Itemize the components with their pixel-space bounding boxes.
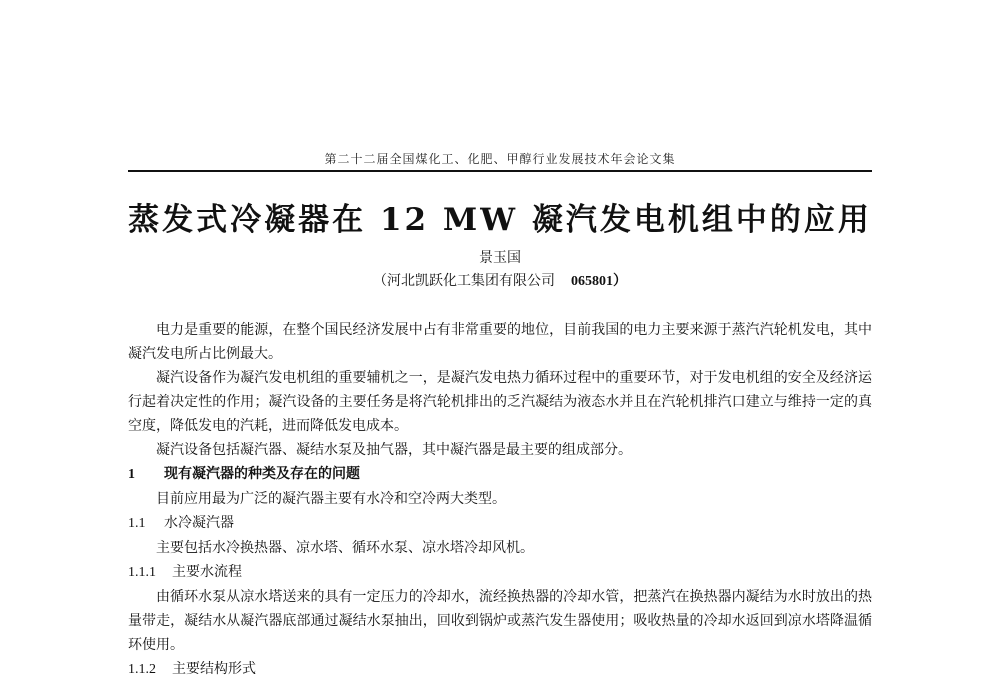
section-1-1-2-heading xyxy=(128,657,872,682)
paragraph-condenser-components: 凝汽设备包括凝汽器、凝结水泵及抽气器，其中凝汽器是最主要的组成部分。 xyxy=(156,442,632,458)
paragraph-intro: 电力是重要的能源，在整个国民经济发展中占有非常重要的地位，目前我国的电力主要来源于蒸汽汽轮机发电，其中凝汽发电所占比例最大。 xyxy=(128,322,872,362)
section-title: 主要水流程 xyxy=(172,564,242,580)
section-1-1-heading xyxy=(128,511,872,536)
section-title: 水冷凝汽器 xyxy=(164,515,234,531)
author-name: 景玉国 xyxy=(479,250,521,266)
affiliation-postcode: 065801） xyxy=(571,274,627,289)
affiliation-name: （河北凯跃化工集团有限公司 xyxy=(373,273,555,289)
author-affiliation xyxy=(128,270,872,290)
section-1-1-1-heading xyxy=(128,560,872,585)
section-number: 1.1.2 xyxy=(128,662,156,677)
section-number: 1 xyxy=(128,467,135,482)
header-rule xyxy=(128,170,872,172)
section-1-1-text: 主要包括水冷换热器、凉水塔、循环水泵、凉水塔冷却风机。 xyxy=(156,540,534,556)
paper-title: 蒸发式冷凝器在 12 MW 凝汽发电机组中的应用 xyxy=(128,202,872,238)
body-text xyxy=(128,318,872,682)
section-1-1-1-text: 由循环水泵从凉水塔送来的具有一定压力的冷却水，流经换热器的冷却水管，把蒸汽在换热器内凝结为水时放出的热量带走，凝结水从凝汽器底部通过凝结水泵抽出，回收到锅炉或蒸汽发生器使用；吸收热量的冷却水返回到凉水塔降温循环使用。 xyxy=(128,589,872,653)
paragraph-condenser-role: 凝汽设备作为凝汽发电机组的重要辅机之一，是凝汽发电热力循环过程中的重要环节，对于发电机组的安全及经济运行起着决定性的作用；凝汽设备的主要任务是将汽轮机排出的乏汽凝结为液态水并且在汽轮机排汽口建立与维持一定的真空度，降低发电的汽耗，进而降低发电成本。 xyxy=(128,370,872,434)
section-number: 1.1 xyxy=(128,516,146,531)
section-1-text: 目前应用最为广泛的凝汽器主要有水冷和空冷两大类型。 xyxy=(156,491,506,507)
section-number: 1.1.1 xyxy=(128,565,156,580)
section-title: 主要结构形式 xyxy=(172,661,256,677)
section-1-heading xyxy=(128,462,872,487)
running-header: 第二十二届全国煤化工、化肥、甲醇行业发展技术年会论文集 xyxy=(324,152,676,166)
section-title: 现有凝汽器的种类及存在的问题 xyxy=(164,466,360,482)
